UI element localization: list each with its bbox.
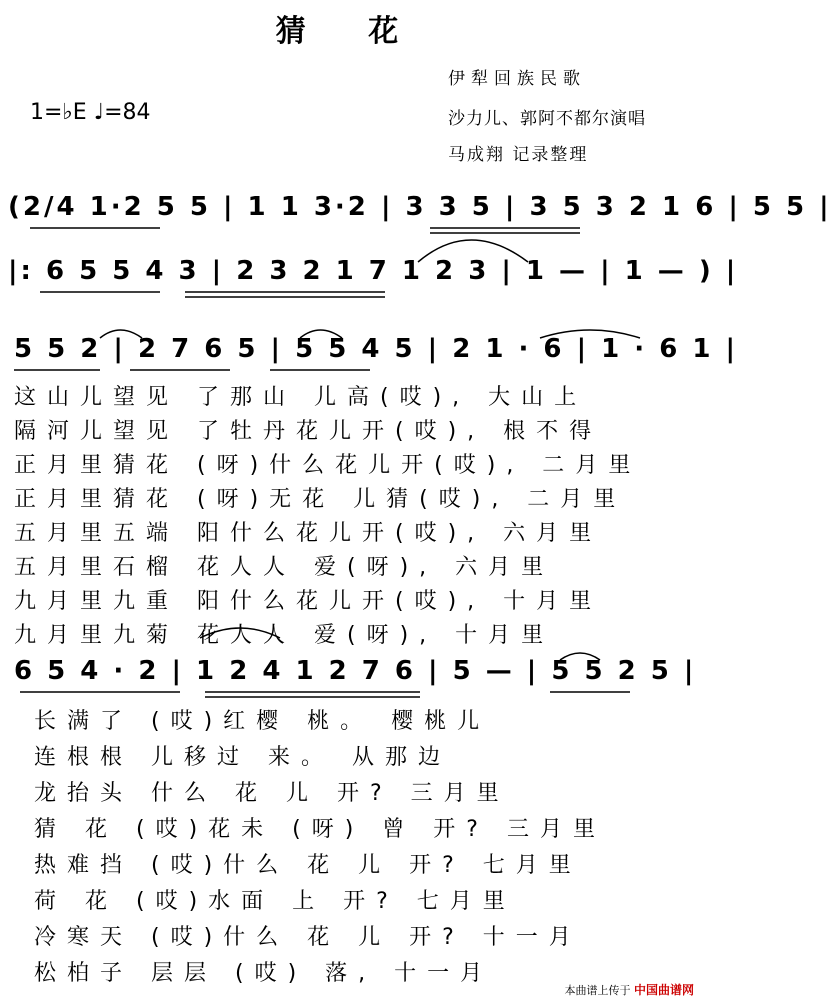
lyric-line: 五月里五端 阳什么花儿开(哎), 六月里: [14, 521, 603, 546]
footer-text: 本曲谱上传于: [564, 984, 631, 997]
lyric-line: 这山儿望见 了那山 儿高(哎), 大山上: [14, 385, 588, 410]
slur-arc: [300, 330, 342, 338]
lyric-line: 长满了 (哎)红樱 桃。 樱桃儿: [34, 709, 491, 734]
lyric-line: 九月里九重 阳什么花儿开(哎), 十月里: [14, 589, 603, 614]
lyric-line: 九月里九菊 花人人 爱(呀), 十月里: [14, 623, 555, 648]
score-line-3: 5 5 2 | 2 7 6 5 | 5 5 4 5 | 2 1 · 6 | 1 · 6 1 |: [14, 334, 738, 364]
slur-arc: [540, 330, 640, 338]
page-title: 猜 花: [275, 14, 425, 49]
slur-arc: [418, 240, 528, 262]
slur-arc: [200, 628, 280, 638]
lyric-line: 连根根 儿移过 来。 从那边: [34, 745, 451, 770]
credit-performers: 沙力儿、郭阿不都尔演唱: [448, 109, 646, 129]
score-line-4: 6 5 4 · 2 | 1 2 4 1 2 7 6 | 5 — | 5 5 2 5 |: [14, 656, 697, 686]
key-tempo: 1=♭E ♩=84: [30, 100, 151, 125]
lyric-line: 正月里猜花 (呀)什么花儿开(哎), 二月里: [14, 453, 642, 478]
footer-brand: 中国曲谱网: [633, 983, 694, 997]
score-line-1: (2/4 1·2 5 5 | 1 1 3·2 | 3 3 5 | 3 5 3 2 1 6 | 5 5 |: [8, 192, 832, 222]
lyric-line: 猜 花 (哎)花未 (呀) 曾 开? 三月里: [34, 817, 606, 842]
footer: [564, 981, 694, 998]
lyric-line: 隔河儿望见 了牡丹花儿开(哎), 根不得: [14, 419, 603, 444]
lyric-line: 荷 花 (哎)水面 上 开? 七月里: [34, 889, 516, 914]
lyric-line: 正月里猜花 (呀)无花 儿猜(哎), 二月里: [14, 487, 627, 512]
lyric-line: 热难挡 (哎)什么 花 儿 开? 七月里: [34, 853, 582, 878]
lyric-line: 松柏子 层层 (哎) 落, 十一月: [34, 961, 494, 986]
lyric-line: 冷寒天 (哎)什么 花 儿 开? 十一月: [34, 925, 582, 950]
slur-arc: [100, 330, 142, 338]
score-line-2: |: 6 5 5 4 3 | 2 3 2 1 7 1 2 3 | 1 — | 1 — ) |: [8, 256, 739, 286]
credit-source: 伊犁回族民歌: [448, 69, 586, 89]
credit-recorder: 马成翔 记录整理: [448, 145, 589, 165]
lyric-line: 龙抬头 什么 花 儿 开? 三月里: [34, 781, 510, 806]
lyric-line: 五月里石榴 花人人 爱(呀), 六月里: [14, 555, 555, 580]
slur-arc: [560, 653, 600, 660]
